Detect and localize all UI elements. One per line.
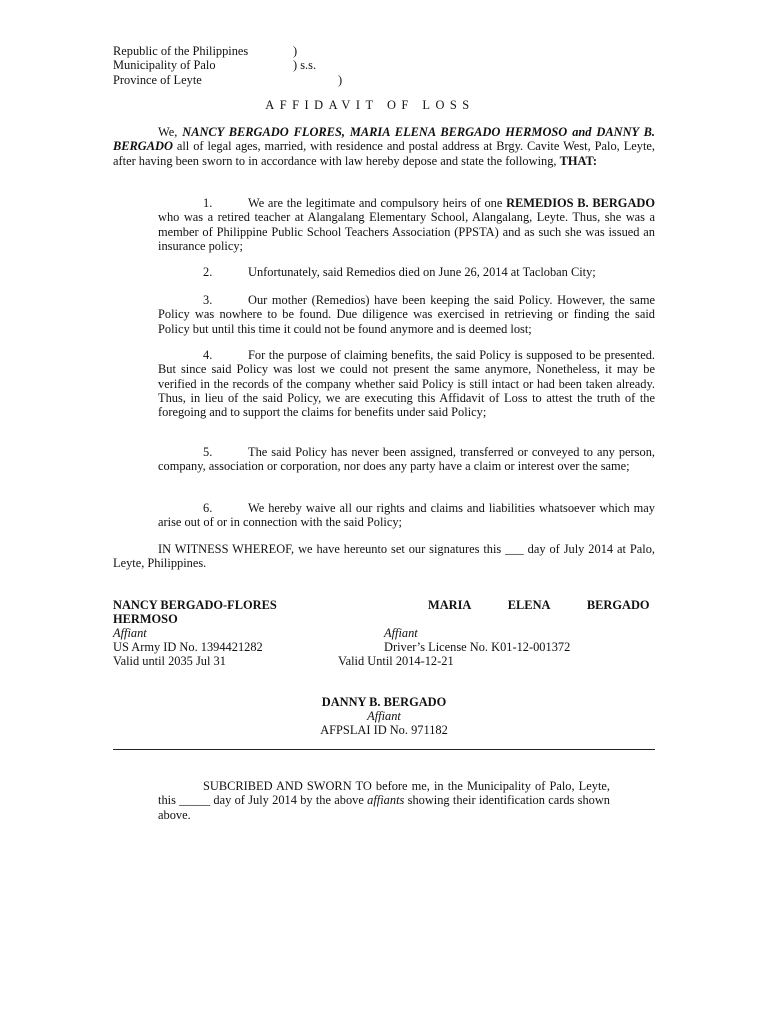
item-1: 1. We are the legitimate and compulsory heirs of one REMEDIOS B. BERGADO who was a retired teacher at Alangalang Elementary School, Alangalang, Leyte. Thus, she was a member of Philippine Public School Teachers Association (PPSTA) and as such she was issued an insurance policy; (158, 196, 655, 253)
venue-line-republic: Republic of the Philippines ) (113, 44, 298, 58)
item-number: 4. (203, 348, 213, 362)
venue-mark-1: ) (293, 44, 298, 58)
id-maria: Driver’s License No. K01-12-001372 (384, 640, 571, 654)
signatory-name-maria (428, 598, 655, 612)
venue-mark-2: ) s.s. (293, 58, 317, 73)
item-number: 1. (203, 196, 213, 210)
divider-line (113, 749, 655, 750)
item-5: 5. The said Policy has never been assigned, transferred or conveyed to any person, company, association or corporation, nor does any party have a claim or interest over the same; (158, 445, 655, 474)
affiant-label-danny: Affiant (367, 709, 401, 723)
item-4: 4. For the purpose of claiming benefits, the said Policy is supposed to be presented. But since said Policy was lost we could not present the same anymore, Nonetheless, it may be verified in the records of the company whether said Policy is still intact or had been taken already. Thus, in lieu of the said Policy, we are executing this Affidavit of Loss to attest the truth of the foregoing and to support the claims for benefits under said Policy; (158, 348, 655, 420)
intro-paragraph: We, NANCY BERGADO FLORES, MARIA ELENA BERGADO HERMOSO and DANNY B. BERGADO all of legal ages, married, with residence and postal address at Brgy. Cavite West, Palo, Leyte, after having been sworn to in accordance with law hereby depose and state the following, THAT: (113, 125, 655, 168)
item-number: 3. (203, 293, 213, 307)
item-6: 6. We hereby waive all our rights and claims and liabilities whatsoever which may arise out of or in connection with the said Policy; (158, 501, 655, 530)
affiants-word: affiants (367, 793, 405, 808)
venue-line-province: Province of Leyte ) (113, 72, 343, 87)
signatory-name-danny: DANNY B. BERGADO (321, 695, 447, 709)
affiant-label-maria: Affiant (384, 626, 418, 640)
venue-mark-3: ) (338, 72, 343, 87)
id-nancy: US Army ID No. 1394421282 (113, 640, 263, 654)
signatory-name-maria-line2: HERMOSO (113, 612, 178, 626)
signatory-name-nancy: NANCY BERGADO-FLORES (113, 598, 277, 612)
item-number: 5. (203, 445, 213, 459)
that-label: THAT: (559, 153, 598, 168)
item-3: 3. Our mother (Remedios) have been keeping the said Policy. However, the same Policy was nowhere to be found. Due diligence was exercised in retrieving or finding the said Policy but until this time it could not be found anymore and is deemed lost; (158, 293, 655, 336)
venue-line-municipality: Municipality of Palo ) s.s. (113, 58, 317, 73)
id-danny: AFPSLAI ID No. 971182 (320, 723, 448, 737)
valid-maria: Valid Until 2014-12-21 (338, 654, 454, 668)
deceased-name: REMEDIOS B. BERGADO (506, 196, 655, 210)
document-title: AFFIDAVIT OF LOSS (265, 98, 475, 112)
maria-name-line1: MARIA ELENA BERGADO (428, 598, 650, 612)
item-number: 2. (203, 265, 213, 279)
item-number: 6. (203, 501, 213, 515)
affiant-label-nancy: Affiant (113, 626, 147, 640)
valid-nancy: Valid until 2035 Jul 31 (113, 654, 226, 668)
item-2: 2. Unfortunately, said Remedios died on June 26, 2014 at Tacloban City; (203, 265, 596, 279)
venue-block (113, 44, 413, 87)
affiant-names: NANCY BERGADO FLORES, MARIA ELENA BERGADO HERMOSO and DANNY B. BERGADO (113, 125, 655, 154)
witness-clause: IN WITNESS WHEREOF, we have hereunto set our signatures this ___ day of July 2014 at Palo, Leyte, Philippines. (113, 542, 655, 571)
jurat-paragraph: SUBCRIBED AND SWORN TO before me, in the Municipality of Palo, Leyte, this _____ day of July 2014 by the above affiants showing their identification cards shown above. (158, 779, 610, 822)
